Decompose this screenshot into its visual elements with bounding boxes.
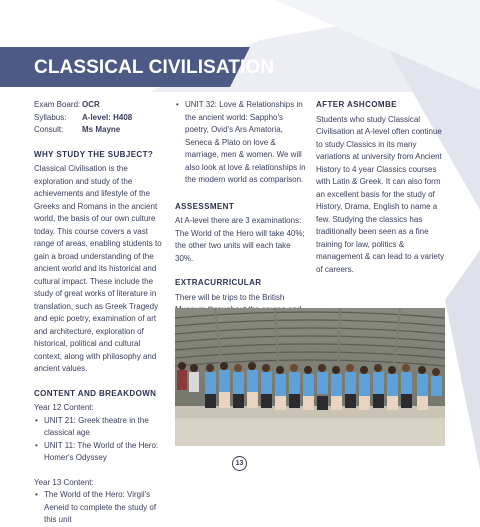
assessment-heading: ASSESSMENT (175, 201, 235, 211)
year13-list (34, 489, 164, 527)
meta-syllabus: Syllabus: A-level: H408 (34, 112, 133, 122)
page-number: 13 (232, 456, 247, 471)
column-right (316, 99, 448, 276)
why-heading: WHY STUDY THE SUBJECT? (34, 149, 154, 159)
after-heading: AFTER ASHCOMBE (316, 100, 397, 109)
list-item: • UNIT 21: Greek theatre in the classical age (34, 415, 164, 440)
unit32-item: • UNIT 32: Love & Relationships in the ancient world: Sappho's poetry, Ovid's Ars Amatoria, Seneca & Plato on love & marriage, men & women. We will also look at love & relationships in the modern world as comparison. (175, 99, 307, 187)
page-title: CLASSICAL CIVILISATION (34, 57, 275, 78)
assessment-text: At A-level there are 3 examinations: The World of the Hero will take 40%; the other two units will each take 30%. (175, 216, 305, 263)
group-photo (175, 308, 445, 446)
year12-label: Year 12 Content: (34, 403, 94, 412)
year12-list (34, 415, 164, 465)
content-heading: CONTENT AND BREAKDOWN (34, 388, 157, 398)
after-text: Students who study Classical Civilisation at A-level often continue to study Classics in its many variations at university from Ancient History to 4 year Classics courses with Latin & Greek. It can also form an excellent basis for the study of History, Drama, English to name a few. Studying the classics has traditionally been seen as a fine training for law, politics & management & can lead to a variety of careers. (316, 114, 445, 274)
column-left (34, 99, 164, 527)
meta-exam-board: Exam Board: OCR (34, 100, 100, 109)
meta-consult: Consult: Ms Mayne (34, 125, 121, 134)
extracurricular-heading: EXTRACURRICULAR (175, 278, 262, 287)
year13-label: Year 13 Content: (34, 477, 94, 487)
list-item: • The World of the Hero: Virgil's Aeneid to complete the study of this unit (34, 489, 164, 527)
why-text: Classical Civilisation is the exploration and study of the achievements and lifestyle of the Greeks and Romans in the ancient world, the basis of our own culture today. This course covers a vast range of areas, enabling students to gain a broad understanding of the ancient world and its historical and cultural impact. These include the study of great works of literature in translation, such as Greek Tragedy and epic poetry, examination of art and architecture, exploration of historical, political and cultural context, along with philosophy and ancient values. (34, 164, 162, 373)
list-item: • UNIT 11: The World of the Hero: Homer's Odyssey (34, 440, 164, 465)
extracurricular-text: There will be trips to the British (175, 292, 285, 302)
